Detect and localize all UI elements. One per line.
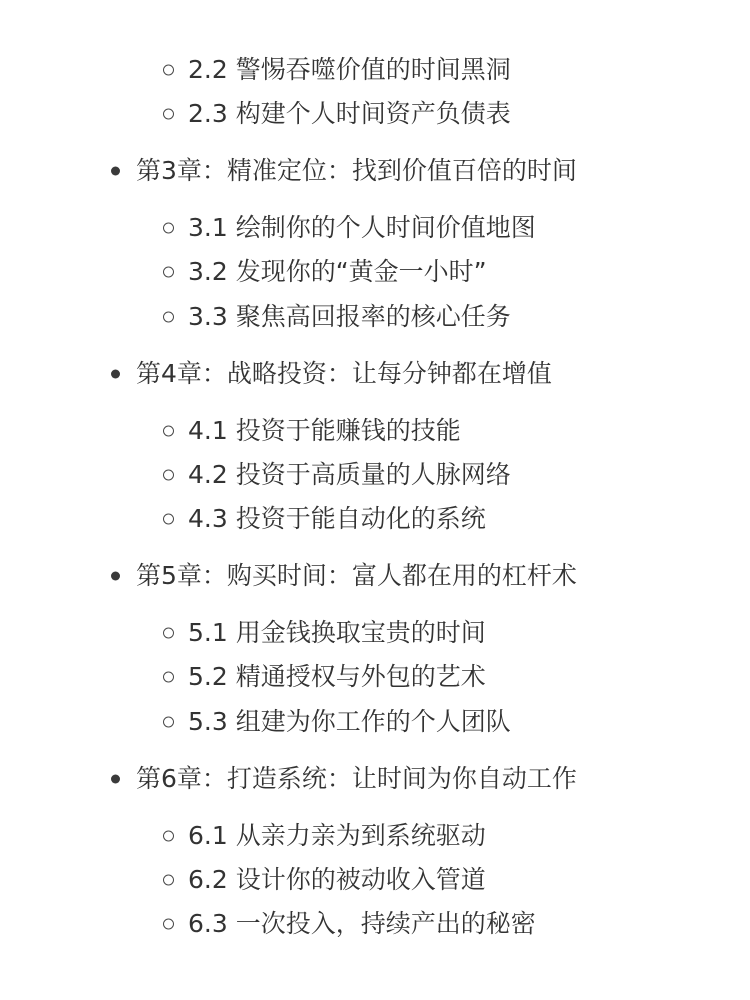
list-item-section-3-2: [188, 252, 487, 292]
section-title: 2.3 构建个人时间资产负债表: [188, 99, 511, 128]
chapter-title: 第6章：打造系统：让时间为你自动工作: [136, 764, 577, 793]
section-title: 5.2 精通授权与外包的艺术: [188, 662, 486, 691]
section-title: 4.2 投资于高质量的人脉网络: [188, 460, 511, 489]
section-title: 3.3 聚焦高回报率的核心任务: [188, 302, 511, 331]
list-item-chapter-5: [136, 556, 577, 596]
hollow-bullet-icon: [163, 267, 174, 278]
list-item-chapter-4: [136, 354, 552, 394]
section-title: 6.3 一次投入，持续产出的秘密: [188, 909, 536, 938]
hollow-bullet-icon: [163, 831, 174, 842]
section-title: 5.3 组建为你工作的个人团队: [188, 707, 511, 736]
list-item-section-3-3: [188, 297, 511, 337]
list-item-section-4-1: [188, 411, 461, 451]
chapter-title: 第5章：购买时间：富人都在用的杠杆术: [136, 561, 577, 590]
hollow-bullet-icon: [163, 672, 174, 683]
section-title: 5.1 用金钱换取宝贵的时间: [188, 618, 486, 647]
list-item-section-5-2: [188, 657, 486, 697]
section-title: 6.1 从亲力亲为到系统驱动: [188, 821, 486, 850]
filled-bullet-icon: [111, 572, 120, 581]
hollow-bullet-icon: [163, 470, 174, 481]
section-title: 6.2 设计你的被动收入管道: [188, 865, 486, 894]
filled-bullet-icon: [111, 775, 120, 784]
chapter-title: 第4章：战略投资：让每分钟都在增值: [136, 359, 552, 388]
section-title: 4.3 投资于能自动化的系统: [188, 504, 486, 533]
list-item-section-2-2: [188, 50, 511, 90]
hollow-bullet-icon: [163, 65, 174, 76]
hollow-bullet-icon: [163, 628, 174, 639]
list-item-section-4-2: [188, 455, 511, 495]
filled-bullet-icon: [111, 370, 120, 379]
list-item-chapter-6: [136, 759, 577, 799]
hollow-bullet-icon: [163, 919, 174, 930]
hollow-bullet-icon: [163, 514, 174, 525]
hollow-bullet-icon: [163, 312, 174, 323]
list-item-section-5-1: [188, 613, 486, 653]
hollow-bullet-icon: [163, 426, 174, 437]
section-title: 3.1 绘制你的个人时间价值地图: [188, 213, 536, 242]
hollow-bullet-icon: [163, 875, 174, 886]
list-item-section-6-2: [188, 860, 486, 900]
hollow-bullet-icon: [163, 109, 174, 120]
filled-bullet-icon: [111, 167, 120, 176]
list-item-section-4-3: [188, 499, 486, 539]
list-item-section-6-1: [188, 816, 486, 856]
chapter-title: 第3章：精准定位：找到价值百倍的时间: [136, 156, 577, 185]
list-item-section-2-3: [188, 94, 511, 134]
list-item-section-3-1: [188, 208, 536, 248]
hollow-bullet-icon: [163, 223, 174, 234]
section-title: 3.2 发现你的“黄金一小时”: [188, 257, 487, 286]
list-item-section-6-3: [188, 904, 536, 944]
section-title: 4.1 投资于能赚钱的技能: [188, 416, 461, 445]
hollow-bullet-icon: [163, 717, 174, 728]
list-item-section-5-3: [188, 702, 511, 742]
list-item-chapter-3: [136, 151, 577, 191]
section-title: 2.2 警惕吞噬价值的时间黑洞: [188, 55, 511, 84]
